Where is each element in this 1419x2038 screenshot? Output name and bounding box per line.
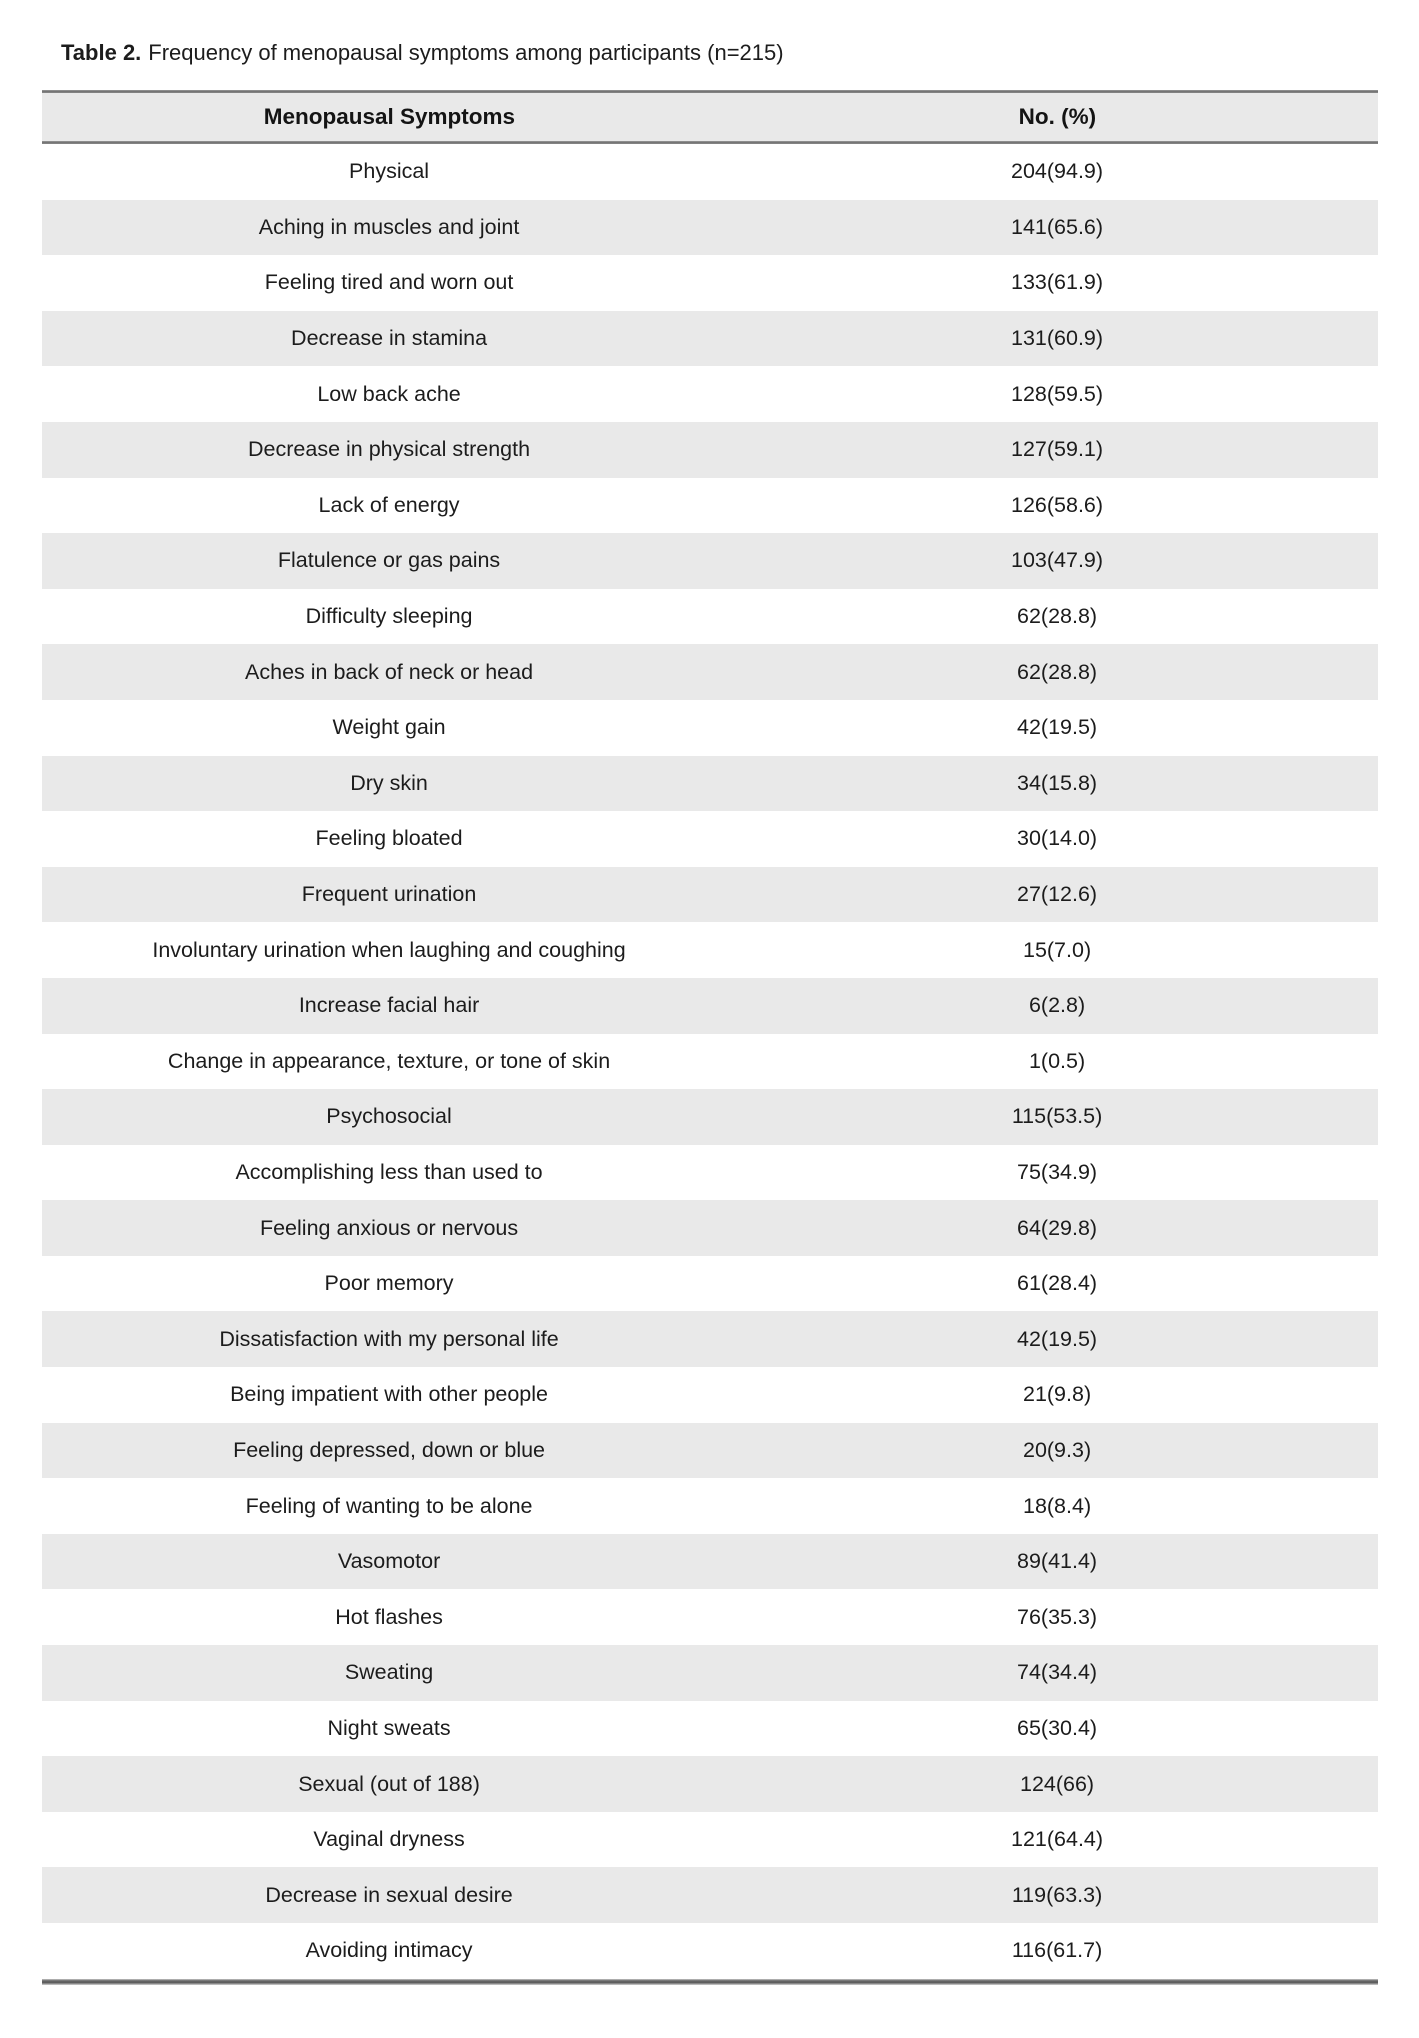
symptoms-table-container xyxy=(42,90,1378,1985)
value-cell: 128(59.5) xyxy=(1011,381,1104,406)
table-row xyxy=(42,1756,1378,1812)
symptom-cell: Hot flashes xyxy=(335,1604,443,1629)
value-cell: 204(94.9) xyxy=(1011,159,1104,184)
symptom-cell: Aches in back of neck or head xyxy=(245,659,534,684)
value-cell: 127(59.1) xyxy=(1011,437,1104,462)
table-row xyxy=(42,1034,1378,1090)
symptom-cell: Sexual (out of 188) xyxy=(298,1771,480,1796)
table-row xyxy=(42,1867,1378,1923)
symptom-cell: Weight gain xyxy=(332,715,446,740)
value-cell: 103(47.9) xyxy=(1011,548,1104,573)
table-row xyxy=(42,922,1378,978)
table-row xyxy=(42,1145,1378,1201)
value-cell: 61(28.4) xyxy=(1017,1271,1098,1296)
table-row xyxy=(42,589,1378,645)
value-cell: 34(15.8) xyxy=(1017,770,1098,795)
value-cell: 20(9.3) xyxy=(1022,1437,1092,1462)
symptom-cell: Increase facial hair xyxy=(298,993,480,1018)
table-row xyxy=(42,867,1378,923)
value-cell: 64(29.8) xyxy=(1017,1215,1098,1240)
value-cell: 131(60.9) xyxy=(1011,326,1104,351)
value-cell: 75(34.9) xyxy=(1017,1159,1098,1184)
table-row xyxy=(42,478,1378,534)
value-cell: 6(2.8) xyxy=(1028,993,1086,1018)
symptom-cell: Feeling depressed, down or blue xyxy=(233,1437,546,1462)
symptom-cell: Aching in muscles and joint xyxy=(258,214,520,239)
symptom-cell: Involuntary urination when laughing and coughing xyxy=(152,937,626,962)
value-cell: 76(35.3) xyxy=(1017,1604,1098,1629)
table-row xyxy=(42,1256,1378,1312)
table-row xyxy=(42,1812,1378,1868)
symptoms-table-body xyxy=(42,144,1378,1979)
value-cell: 116(61.7) xyxy=(1011,1938,1103,1963)
symptom-cell: Accomplishing less than used to xyxy=(235,1159,543,1184)
table-row xyxy=(42,1367,1378,1423)
symptom-cell: Sweating xyxy=(344,1660,434,1685)
table-row xyxy=(42,1589,1378,1645)
value-cell: 121(64.4) xyxy=(1011,1827,1104,1852)
table-body xyxy=(42,144,1378,1979)
symptom-cell: Physical xyxy=(349,159,430,184)
table-caption xyxy=(61,38,1359,68)
symptom-cell: Dry skin xyxy=(350,770,428,795)
symptom-cell: Feeling of wanting to be alone xyxy=(245,1493,533,1518)
table-row xyxy=(42,1423,1378,1479)
value-cell: 30(14.0) xyxy=(1017,826,1098,851)
table-header xyxy=(42,93,1378,141)
value-cell: 18(8.4) xyxy=(1022,1493,1092,1518)
symptom-cell: Poor memory xyxy=(324,1271,454,1296)
value-cell: 62(28.8) xyxy=(1017,604,1098,629)
symptom-cell: Decrease in physical strength xyxy=(248,437,531,462)
table-row xyxy=(42,756,1378,812)
table-row xyxy=(42,311,1378,367)
value-cell: 15(7.0) xyxy=(1022,937,1092,962)
value-cell: 21(9.8) xyxy=(1022,1382,1092,1407)
table-row xyxy=(42,533,1378,589)
symptom-cell: Dissatisfaction with my personal life xyxy=(219,1326,559,1351)
value-cell: 89(41.4) xyxy=(1017,1549,1098,1574)
column-header-menopausal-symptoms: Menopausal Symptoms xyxy=(42,93,737,141)
symptom-cell: Decrease in sexual desire xyxy=(265,1882,513,1907)
table-row xyxy=(42,200,1378,256)
table-row xyxy=(42,1311,1378,1367)
value-cell: 42(19.5) xyxy=(1017,715,1098,740)
table-row xyxy=(42,1923,1378,1979)
column-header-no-percent: No. (%) xyxy=(737,93,1378,141)
table-row xyxy=(42,811,1378,867)
symptom-cell: Flatulence or gas pains xyxy=(277,548,501,573)
table-row xyxy=(42,1478,1378,1534)
value-cell: 65(30.4) xyxy=(1017,1715,1098,1740)
value-cell: 1(0.5) xyxy=(1028,1048,1086,1073)
value-cell: 141(65.6) xyxy=(1011,214,1104,239)
table-row xyxy=(42,366,1378,422)
value-cell: 124(66) xyxy=(1019,1771,1095,1796)
symptom-cell: Vaginal dryness xyxy=(313,1827,465,1852)
symptom-cell: Decrease in stamina xyxy=(291,326,488,351)
table-row xyxy=(42,644,1378,700)
symptom-cell: Night sweats xyxy=(327,1715,451,1740)
table-row xyxy=(42,422,1378,478)
symptom-cell: Psychosocial xyxy=(326,1104,452,1129)
table-row xyxy=(42,1645,1378,1701)
symptom-cell: Feeling tired and worn out xyxy=(264,270,514,295)
value-cell: 126(58.6) xyxy=(1011,492,1104,517)
header-row xyxy=(42,93,1378,141)
symptom-cell: Lack of energy xyxy=(318,492,460,517)
table-row xyxy=(42,978,1378,1034)
table-caption-label: Table 2. xyxy=(61,40,142,65)
table-row xyxy=(42,1089,1378,1145)
value-cell: 74(34.4) xyxy=(1017,1660,1098,1685)
symptom-cell: Low back ache xyxy=(317,381,461,406)
value-cell: 119(63.3) xyxy=(1011,1882,1103,1907)
table-row xyxy=(42,1701,1378,1757)
value-cell: 62(28.8) xyxy=(1017,659,1098,684)
value-cell: 27(12.6) xyxy=(1017,882,1098,907)
symptom-cell: Avoiding intimacy xyxy=(305,1938,473,1963)
symptom-cell: Difficulty sleeping xyxy=(305,604,473,629)
table-row xyxy=(42,255,1378,311)
value-cell: 115(53.5) xyxy=(1011,1104,1103,1129)
value-cell: 42(19.5) xyxy=(1017,1326,1098,1351)
symptom-cell: Frequent urination xyxy=(301,882,477,907)
symptom-cell: Feeling anxious or nervous xyxy=(259,1215,519,1240)
symptom-cell: Being impatient with other people xyxy=(230,1382,549,1407)
table-row xyxy=(42,144,1378,200)
table-caption-text: Frequency of menopausal symptoms among participants (n=215) xyxy=(148,40,784,65)
table-row xyxy=(42,1200,1378,1256)
table-bottom-rule xyxy=(42,1979,1378,1985)
symptom-cell: Feeling bloated xyxy=(315,826,463,851)
table-row xyxy=(42,1534,1378,1590)
value-cell: 133(61.9) xyxy=(1011,270,1104,295)
symptom-cell: Change in appearance, texture, or tone of skin xyxy=(167,1048,611,1073)
symptom-cell: Vasomotor xyxy=(337,1549,441,1574)
symptoms-table xyxy=(42,93,1378,141)
table-row xyxy=(42,700,1378,756)
